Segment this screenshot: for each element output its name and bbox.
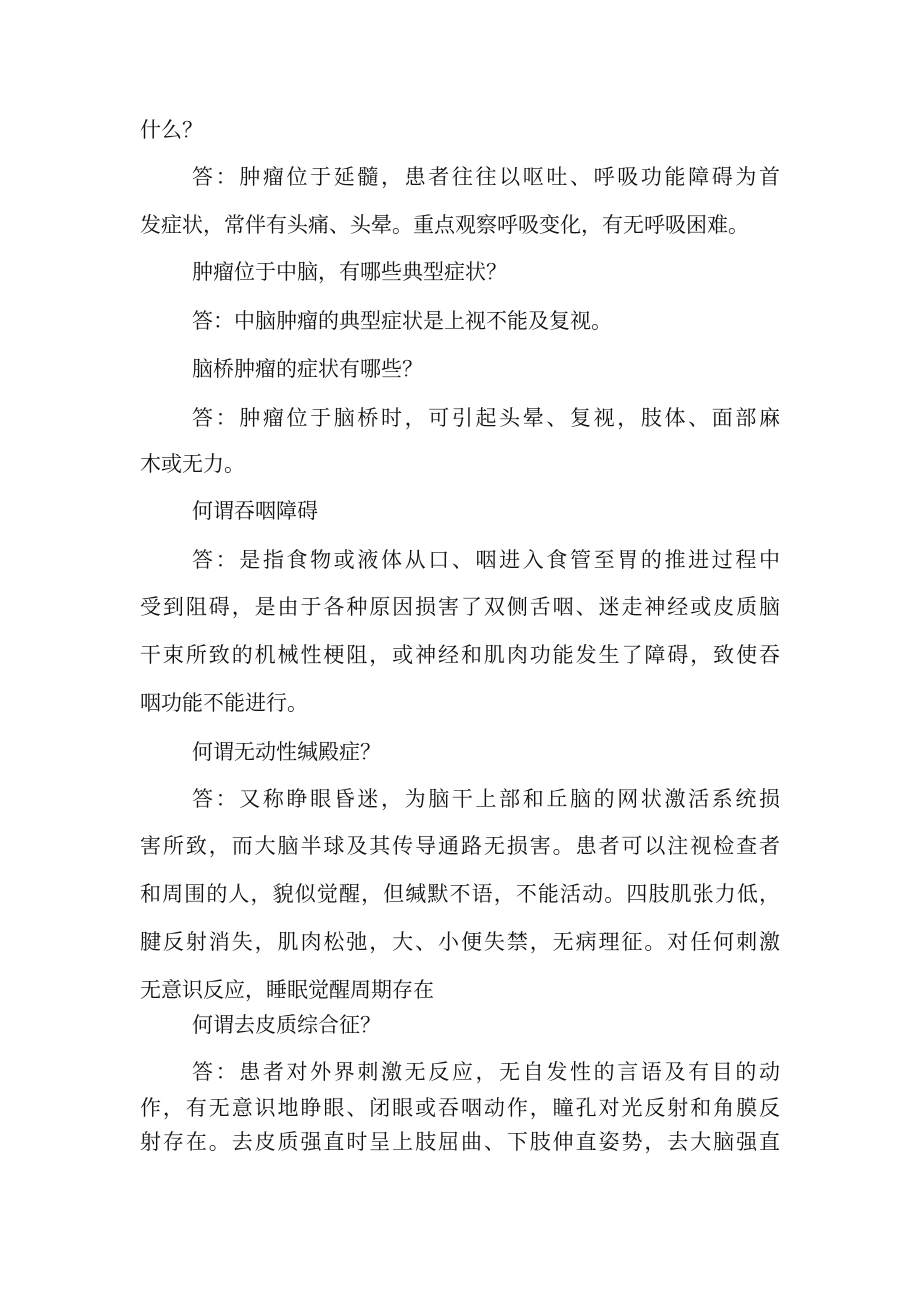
text-line: 何谓吞咽障碍 [192,499,318,523]
text-line: 无意识反应，睡眠觉醒周期存在 [140,978,434,1002]
text-line: 答：中脑肿瘤的典型症状是上视不能及复视。 [192,309,612,333]
text-line: 害所致，而大脑半球及其传导通路无损害。患者可以注视检查者 [140,834,780,858]
text-line: 什么？ [140,118,203,142]
text-line: 何谓无动性缄殿症？ [192,740,381,764]
text-line: 答：肿瘤位于延髓，患者往往以呕吐、呼吸功能障碍为首 [192,165,780,189]
text-line: 答：又称睁眼昏迷，为脑干上部和丘脑的网状激活系统损 [192,787,780,811]
text-line: 咽功能不能进行。 [140,691,308,715]
text-line: 木或无力。 [140,452,245,476]
text-line: 干束所致的机械性梗阻，或神经和肌肉功能发生了障碍，致使吞 [140,643,780,667]
text-line: 何谓去皮质综合征？ [192,1013,381,1037]
text-line: 答：患者对外界刺激无反应，无自发性的言语及有目的动 [192,1060,780,1084]
text-line: 射存在。去皮质强直时呈上肢屈曲、下肢伸直姿势，去大脑强直 [140,1130,780,1154]
text-line: 和周围的人，貌似觉醒，但缄默不语，不能活动。四肢肌张力低， [140,882,780,906]
text-line: 答：是指食物或液体从口、咽进入食管至胃的推进过程中 [192,548,780,572]
text-line: 答：肿瘤位于脑桥时，可引起头晕、复视，肢体、面部麻 [192,406,780,430]
text-line: 脑桥肿瘤的症状有哪些？ [192,357,423,381]
text-line: 发症状，常伴有头痛、头晕。重点观察呼吸变化，有无呼吸困难。 [140,213,749,237]
text-line: 腱反射消失，肌肉松弛，大、小便失禁，无病理征。对任何刺激 [140,930,780,954]
text-line: 作，有无意识地睁眼、闭眼或吞咽动作，瞳孔对光反射和角膜反 [140,1096,780,1120]
text-line: 受到阻碍，是由于各种原因损害了双侧舌咽、迷走神经或皮质脑 [140,595,780,619]
text-line: 肿瘤位于中脑，有哪些典型症状？ [192,260,507,284]
